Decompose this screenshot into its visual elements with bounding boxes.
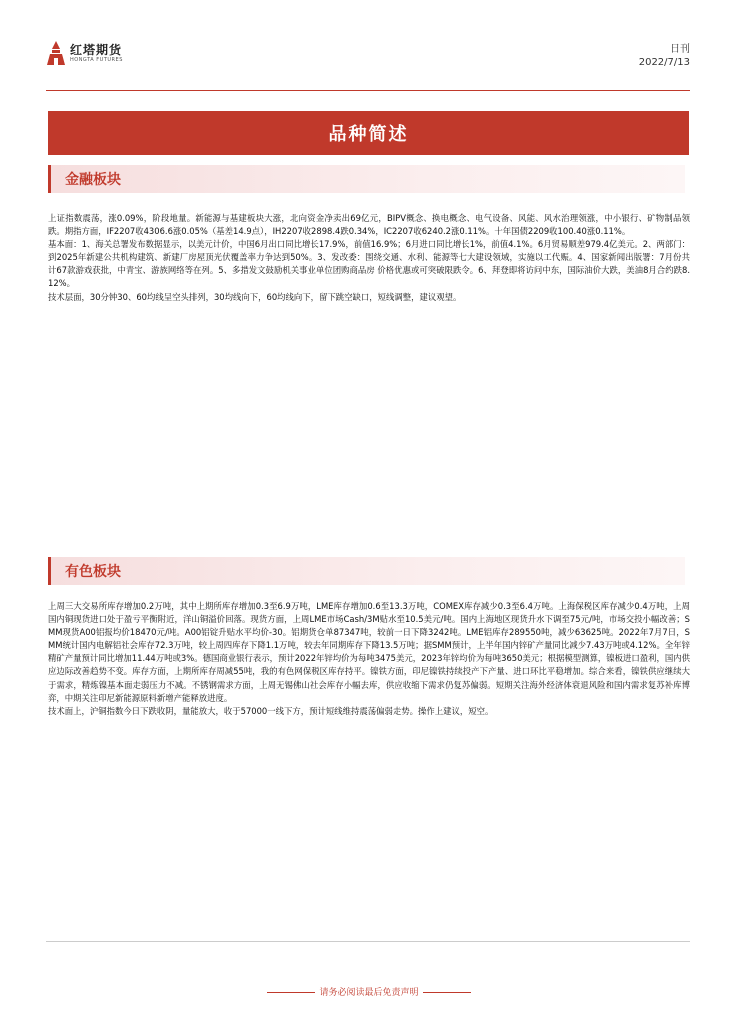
paragraph: 技术面上，沪铜指数今日下跌收阴，量能放大，收于57000一线下方，预计短线维持震荡偏弱走势。操作上建议，短空。 (48, 705, 494, 716)
paragraph: 技术层面，30分钟30、60均线呈空头排列，30均线向下，60均线向下，留下跳空缺口，短线调整，建议观望。 (48, 291, 462, 302)
section-accent-bar (48, 557, 51, 585)
disclaimer-note (0, 985, 738, 998)
paragraph: 基本面：1、海关总署发布数据显示，以美元计价，中国6月出口同比增长17.9%，前值16.9%；6月进口同比增长1%，前值4.1%。6月贸易顺差979.4亿美元。2、两部门：到2025年新建公共机构建筑、新建厂房屋顶光伏覆盖率力争达到50%。3、发改委：围绕交通、水利、能源等七大建设领域，实施以工代赈。4、国家新闻出版署：7月份共计67款游戏获批，中青宝、游族网络等在列。5、多措发文鼓励机关事业单位团购商品房 价格优惠或可突破限跌令。6、拜登即将访问中东，国际油价大跌，美油8月合约跌8.12%。 (48, 239, 690, 289)
logo-en-text: HONGTA FUTURES (70, 56, 123, 63)
section-title: 金融板块 (65, 172, 121, 188)
section-body-finance (48, 212, 690, 304)
page-header (0, 0, 738, 100)
paragraph: 上证指数震荡，涨0.09%，阶段地量。新能源与基建板块大涨，北向资金净卖出69亿元，BIPV概念、换电概念、电气设备、风能、风水治理领涨，中小银行、矿物制品领跌。期指方面，IF2207收4306.6涨0.05%（基差14.9点），IH2207收2898.4跌0.34%，IC2207收6240.2涨0.11%。十年国债2209收100.40涨0.11%。 (48, 213, 690, 237)
footer-dash-left (267, 992, 315, 993)
paragraph: 上周三大交易所库存增加0.2万吨，其中上期所库存增加0.3至6.9万吨，LME库存增加0.6至13.3万吨，COMEX库存减少0.3至6.4万吨。上海保税区库存减少0.4万吨，上周国内铜现货进口处于盈亏平衡附近，洋山铜溢价回落。现货方面，上周LME市场Cash/3M贴水至10.5美元/吨。国内上海地区现货升水下调至75元/吨，市场交投小幅改善；SMM现货A00铝报均价18470元/吨。A00铝锭升贴水平均价-30。铝期货仓单87347吨，较前一日下降3242吨。LME铝库存289550吨，减少63625吨。2022年7月7日，SMM统计国内电解铝社会库存72.3万吨，较上周四库存下降1.1万吨，较去年同期库存下降13.5万吨；据SMM预计，上半年国内锌矿产量同比减少7.43万吨或4.12%。全年锌精矿产量预计同比增加11.44万吨或3%。德国商业银行表示，预计2022年锌均价为每吨3475美元，2023年锌均价为每吨3650美元；根据模型测算，镍板进口盈利，国内供应边际改善趋势不变。库存方面，上期所库存周减55吨，我的有色网保税区库存持平。镍铁方面，印尼镍铁持续投产下产量、进口环比平稳增加。综合来看，镍铁供应继续大于需求，精炼镍基本面走弱压力不减。不锈钢需求方面，上周无锡佛山社会库存小幅去库，供应收缩下需求仍复苏偏弱。短期关注海外经济体衰退风险和国内需求复苏补库博弈，中期关注印尼新能源原料新增产能释放进度。 (48, 601, 690, 703)
footer-dash-right (423, 992, 471, 993)
report-date: 2022/7/13 (638, 57, 690, 68)
report-type: 日刊 (670, 44, 690, 55)
disclaimer-link[interactable]: 请务必阅读最后免责声明 (319, 988, 419, 998)
company-logo (46, 40, 123, 66)
header-divider (46, 90, 690, 91)
section-body-metals (48, 600, 690, 718)
page-title-banner: 品种简述 (48, 111, 689, 155)
footer-divider (46, 941, 690, 942)
section-title: 有色板块 (65, 564, 121, 580)
section-heading-finance (48, 165, 685, 193)
logo-cn-text: 红塔期货 (70, 42, 123, 57)
section-accent-bar (48, 165, 51, 193)
section-heading-metals (48, 557, 685, 585)
tower-logo-icon (46, 40, 66, 66)
